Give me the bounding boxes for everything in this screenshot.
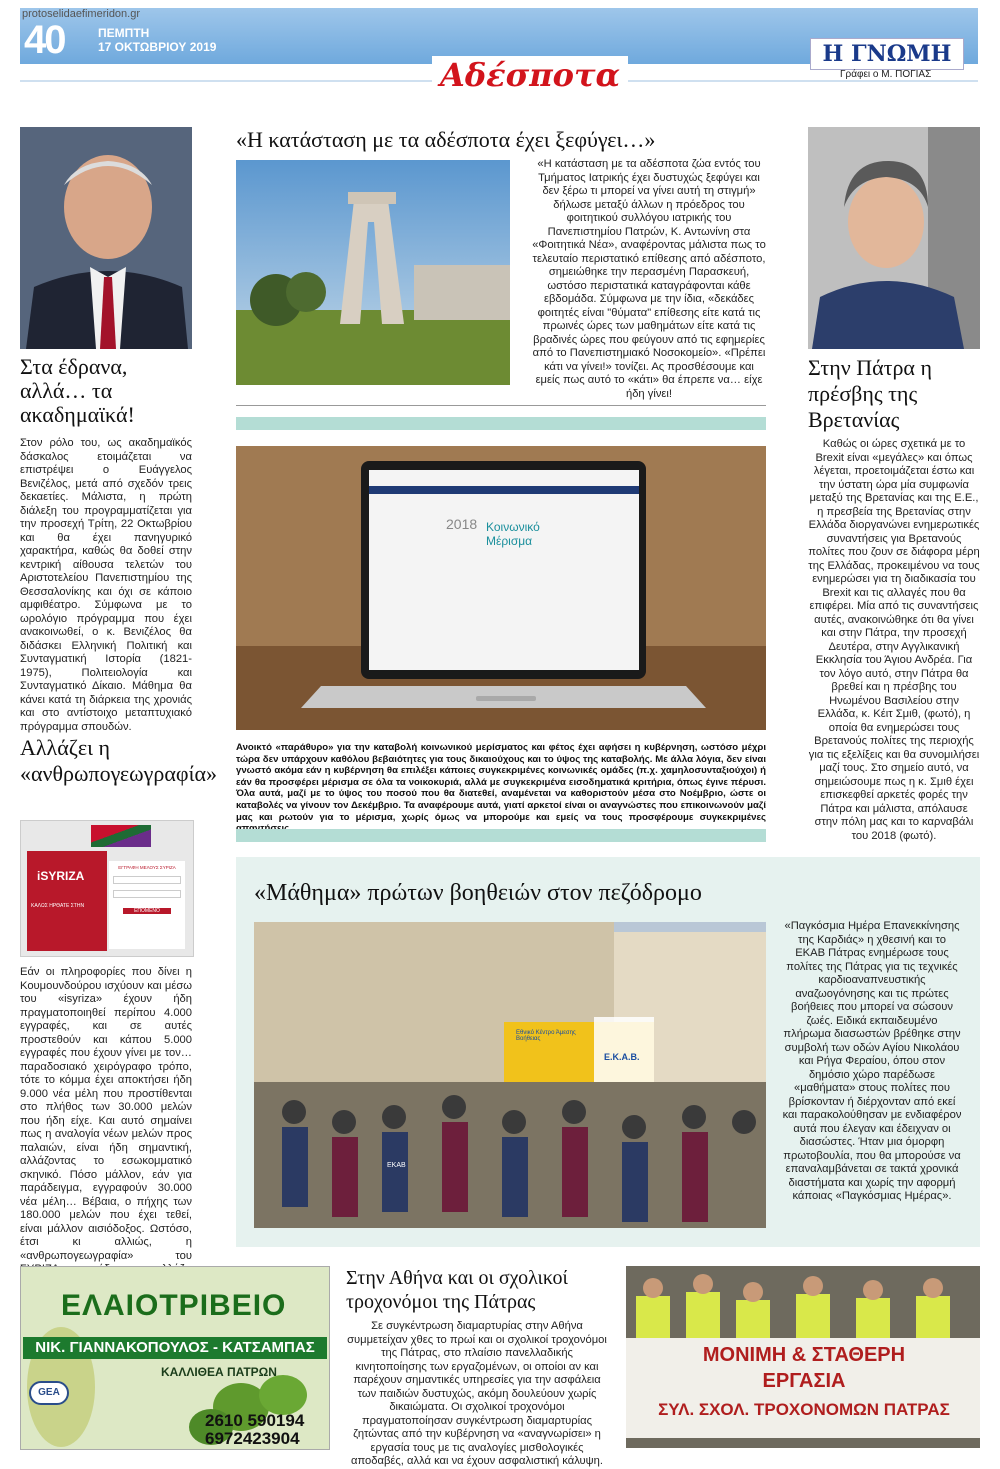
columnist-byline: Γράφει ο Μ. ΠΟΓΙΑΣ bbox=[840, 69, 932, 80]
isyriza-field-2[interactable] bbox=[113, 890, 181, 898]
ad-badge: GEA bbox=[29, 1381, 69, 1405]
right-article: Καθώς οι ώρες σχετικά με το Brexit είναι «μεγάλες» και όπως λέγεται, προετοιμάζεται έστω και την ύστατη ώρα μία συμφωνία μεταξύ της Βρετανίας και της Ε.Ε., η πρεσβεία της Βρετανίας στην Ελλάδα διοργανώνει ενημερωτικές συναντήσεις για Βρετανούς πολίτες που ζουν σε διάφορα μέρη της Ελλάδας, προκειμένου να τους ενημερώσει για τη διαδικασία του Brexit και τις αλλαγές που θα επιφέρει. Μία από τις συναντήσεις αυτές, ανακοινώθηκε ότι θα γίνει και στην Πάτρα, την προσεχή Δευτέρα, στην Αγγλικανική Εκκλησία του Άγιου Ανδρέα. Για τον λόγο αυτό, στην Πάτρα θα βρεθεί και η πρέσβης του Ηνωμένου Βασιλείου στην Ελλάδα, κ. Κέιτ Σμιθ, (φωτό), η οποία θα ενημερώσει τους Βρετανούς πολίτες της περιοχής για τις εξελίξεις και θα συνομιλήσει μαζί τους. Στο σημείο αυτό, να σημειώσουμε πως η κ. Σμιθ έχει επισκεφθεί αρκετές φορές την Πάτρα και μάλιστα, απόλαυσε στην πόλη μας και το καρναβάλι του 2018 (φωτό). bbox=[808, 438, 980, 842]
ambulance-lettering: Εθνικό Κέντρο Άμεσης Βοήθειας bbox=[516, 1030, 576, 1042]
left-article-2: Εάν οι πληροφορίες που δίνει η Κουμουνδούρου ισχύουν και μέσω του «isyriza» έχουν ήδη πραγματοποιηθεί περίπου 4.000 εγγραφές, και σε αυτές προστεθούν και κάπου 5.000 εγγραφές που έχουν γίνει με τον… παραδοσιακό χειρόγραφο τρόπο, τότε το κόμμα έχει αποκτήσει ήδη 9.000 νέα μέλη που προστίθενται στο πλήθος των 30.000 μελών που ήδη είχε. Και αυτό σημαίνει πως η αναλογία νέων μελών προς παλαιών, είναι ήδη σημαντική, αλλάζοντας το εσωκομματικό σκηνικό. Πόσο μάλλον, εάν για παράδειγμα, εγγραφούν 30.000 νέα μέλη… Βέβαια, ο πήχης των 180.000 μελών που έχει τεθεί, είναι μάλλον αισιόδοξος. Ωστόσο, έτσι κι αλλιώς, η «ανθρωπογεωγραφία» του bbox=[20, 966, 192, 1262]
isyriza-screenshot bbox=[20, 820, 194, 957]
isyriza-flag bbox=[91, 825, 151, 847]
ad-owner: ΝΙΚ. ΓΙΑΝΝΑΚΟΠΟΥΛΟΣ - ΚΑΤΣΑΜΠΑΣ bbox=[23, 1337, 327, 1359]
center-headline-1: «Η κατάσταση με τα αδέσποτα έχει ξεφύγει…» bbox=[236, 127, 656, 152]
laptop-caption: Ανοικτό «παράθυρο» για την καταβολή κοινωνικού μερίσματος και φέτος έχει αφήσει η κυβέρνηση, ωστόσο μέχρι τώρα δεν υπάρχουν καθόλου βεβαιότητες για τους δικαιούχους και το ύψος της καταβολής. Με άλλα λόγια, δεν είναι γνωστό ακόμα εάν η κυβέρνηση θα επιλέξει κάποιες συγκεκριμένες κοινωνικές ομάδες (π.χ. χαμηλοσυνταξιούχοι) ή εάν θα προσφέρει μέρισμα σε όλα τα νοικοκυριά, αλλά με συγκεκριμένα εισοδηματικά κριτήρια, όπως έγινε πέρυσι. Όλα αυτά, μαζί με το ύψος του ποσού που θα διατεθεί, αναμένεται να καθοριστούν μέσα στο Νοέμβριο, ώστε οι καταβολές να γίνουν τον Δεκέμβριο. Τα αναφέρουμε αυτά, γιατί αρκετοί είναι οι αναγνώστες που επικοινωνούν μαζί μας και ρωτούν για το μέρισμα, χωρίς όμως να μπορούμε και εμείς να τους προσφέρουμε συγκεκριμένες bbox=[236, 742, 766, 823]
ad-phone-landline: 2610 590194 bbox=[205, 1411, 305, 1430]
ambassador-illustration bbox=[808, 127, 980, 349]
first-aid-headline: «Μάθημα» πρώτων βοηθειών στον πεζόδρομο bbox=[254, 880, 702, 906]
teal-bar-bottom bbox=[236, 829, 766, 842]
isyriza-field-1[interactable] bbox=[113, 876, 181, 884]
street-scene-illustration bbox=[254, 922, 766, 1228]
ekav-vest-label: ΕΚΑΒ bbox=[387, 1162, 406, 1169]
ad-title: ΕΛΑΙΟΤΡΙΒΕΙΟ bbox=[61, 1289, 287, 1322]
page-number: 40 bbox=[24, 18, 65, 62]
first-aid-photo bbox=[254, 922, 766, 1228]
ekav-sign: Ε.Κ.Α.Β. bbox=[604, 1052, 640, 1062]
ad-location: ΚΑΛΛΙΘΕΑ ΠΑΤΡΩΝ bbox=[161, 1365, 277, 1379]
teal-bar-top bbox=[236, 417, 766, 430]
olive-mill-ad bbox=[20, 1266, 330, 1450]
banner-line-3: ΣΥΛ. ΣΧΟΛ. ΤΡΟΧΟΝΟΜΩΝ ΠΑΤΡΑΣ bbox=[658, 1400, 950, 1419]
left-article-1: Στον ρόλο του, ως ακαδημαϊκός δάσκαλος ετοιμάζεται να επιστρέψει ο Ευάγγελος Βενιζέλος, μετά από σχεδόν τρεις δεκαετίες. Μάλιστα, η πρώτη διάλεξη του προγραμματίζεται για την προσεχή Τρίτη, 22 Οκτωβρίου και θα έχει πανηγυρικό χαρακτήρα, καθώς θα δοθεί στην κεντρική αίθουσα τελετών του Αριστοτελείου Πανεπιστημίου της Θεσσαλονίκης και όχι σε κάποιο αμφιθέατρο. Σύμφωνα με το ωρολόγιο πρόγραμμα που έχει ανακοινωθεί, ο κ. Βενιζέλος θα διδάσκει Ελληνική Πολιτική και Συνταγματική Ιστορία (1821-1975), Πολιτειολογία και Συνταγματικό Δίκαιο. Μάθημα θα κάνει κατά τη διάρκεια της χρονιάς και στο αντίστοιχο μεταπτυχιακό πρόγραμμα σπουδών. bbox=[20, 437, 192, 733]
ambassador-photo bbox=[808, 127, 980, 349]
left-headline-1: Στα έδρανα, αλλά… τα ακαδημαϊκά! bbox=[20, 354, 135, 427]
issue-day: ΠΕΜΠΤΗ bbox=[98, 26, 150, 40]
screen-logo-text: Κοινωνικό Μέρισμα bbox=[486, 520, 540, 548]
screen-year: 2018 bbox=[446, 516, 478, 532]
section-title: Αδέσποτα bbox=[432, 56, 628, 94]
right-headline: Στην Πάτρα η πρέσβης της Βρετανίας bbox=[808, 355, 932, 432]
isyriza-welcome: ΚΑΛΩΣ ΗΡΘΑΤΕ ΣΤΗΝ bbox=[31, 903, 85, 909]
portrait-illustration bbox=[20, 127, 192, 349]
center-article-1: «Η κατάσταση με τα αδέσποτα ζώα εντός του Τμήματος Ιατρικής έχει δυστυχώς ξεφύγει και δεν ξέρω τι μπορεί να γίνει αυτή τη στιγμή» δήλωσε μεταξύ άλλων η πρόεδρος του φοιτητικού συλλόγου ιατρικής του Πανεπιστημίου Πατρών, Κ. Αντωνίνη στα «Φοιτητικά Νέα», αναφέροντας μάλιστα πως το τελευταίο περιστατικό επίθεσης από αδέσποτο, σημειώθηκε την περασμένη Παρασκευή, ωστόσο περιστατικά καταγράφονται κάθε εβδομάδα. Σύμφωνα με την ίδια, «δεκάδες φοιτητές είναι "θύματα" επίθεσης είτε κατά τις πρωινές ώρες των μαθημάτων είτε κατά τις βραδινές ώρες που φεύγουν από τις εφημερίες από το Πανεπιστημιακό Νοσοκομείο». «Πρέπει κάτι να γίνει!» τονίζει. Ας προσθέσουμε και εμείς πως αυτό το «κάτι» θα έπρεπε να… είχε ήδη γίνει! bbox=[532, 158, 766, 400]
banner-line-1: ΜΟΝΙΜΗ & ΣΤΑΘΕΡΗ bbox=[702, 1344, 906, 1366]
isyriza-red-panel bbox=[27, 851, 107, 951]
laptop-photo bbox=[236, 446, 766, 730]
ad-phone-mobile: 6972423904 bbox=[205, 1429, 300, 1448]
monument-illustration bbox=[236, 160, 510, 385]
university-monument-photo bbox=[236, 160, 510, 385]
first-aid-article: «Παγκόσμια Ημέρα Επανεκκίνησης της Καρδιάς» η χθεσινή και το ΕΚΑΒ Πάτρας ενημέρωσε τους πολίτες της Πάτρας για τις τεχνικές καρδιοαναπνευστικής αναζωογόνησης και τις πρώτες βοήθειες που μπορεί να σώσουν ζωές. Ειδικά εκπαιδευμένο πλήρωμα διασωστών βρέθηκε στην συμβολή των οδών Αγίου Νικολάου και Ρήγα Φεραίου, όπου στον δημόσιο χώρο παρέδωσε «μαθήματα» στους πολίτες που βρίσκονταν ή διέρχονταν από εκεί και παρακολούθησαν με ενδιαφέρον αυτά που έλεγαν και έδειχναν οι διασώστες. Ήταν μια όμορφη πρωτοβουλία, που θα μπορούσε να επαναλαμβάνεται σε τακτά χρονικά διαστήματα και χωρίς την αφορμή κάποιας «Παγκόσμιας Ημέρας». bbox=[782, 920, 962, 1202]
issue-date-text: 17 ΟΚΤΩΒΡΙΟΥ 2019 bbox=[98, 40, 217, 54]
isyriza-form-title: ΕΓΓΡΑΦΗ ΜΕΛΟΥΣ ΣΥΡΙΖΑ bbox=[118, 865, 176, 870]
banner-line-2: ΕΡΓΑΣΙΑ bbox=[762, 1370, 846, 1392]
left-headline-2: Αλλάζει η «ανθρωπογεωγραφία» bbox=[20, 735, 218, 786]
protest-photo bbox=[626, 1266, 980, 1448]
center-divider-1 bbox=[236, 405, 766, 406]
laptop-illustration bbox=[236, 446, 766, 730]
newspaper-logo: Η ΓΝΩΜΗ bbox=[810, 38, 964, 70]
issue-date bbox=[98, 26, 216, 54]
isyriza-brand: iSYRIZA bbox=[37, 869, 85, 883]
isyriza-form bbox=[109, 861, 185, 949]
athens-headline: Στην Αθήνα και οι σχολικοί τροχονόμοι της Πάτρας bbox=[346, 1267, 568, 1313]
athens-article: Σε συγκέντρωση διαμαρτυρίας στην Αθήνα συμμετείχαν χθες το πρωί και οι σχολικοί τροχονόμοι της Πάτρας, στο πλαίσιο πανελλαδικής κινητοποίησης των εργαζομένων, οι οποίοι αν και παρέχουν σημαντικές υπηρεσίες για την ασφάλεια των παιδιών δυστυχώς, ακόμη δουλεύουν χωρίς δικαιώματα. Οι σχολικοί τροχονόμοι πραγματοποίησαν συγκέντρωση διαμαρτυρίας ζητώντας από την κυβέρνηση να «αναγνωρίσει» η εργασία τους με τις αναλογίες μισθολογικές αποδαβές, αλλά και να έχουν ασφαλιστική κάλυψη. bbox=[347, 1320, 607, 1467]
venizelos-photo bbox=[20, 127, 192, 349]
site-watermark: protoselidaefimeridon.gr bbox=[22, 8, 141, 20]
isyriza-next-button[interactable]: ΕΠΟΜΕΝΟ bbox=[123, 908, 171, 914]
